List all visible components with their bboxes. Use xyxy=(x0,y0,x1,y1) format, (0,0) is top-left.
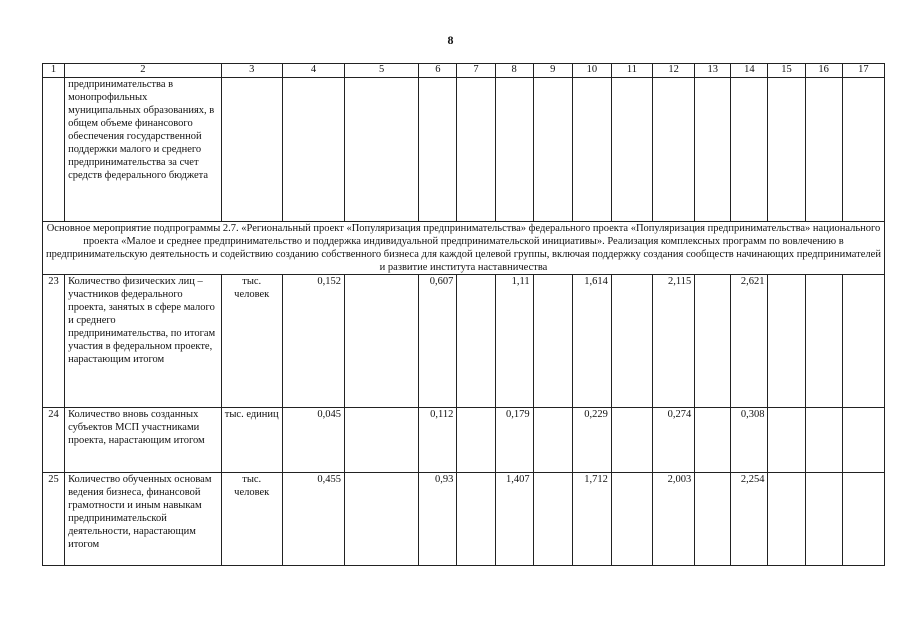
indicator-table xyxy=(42,63,885,566)
empty-cell xyxy=(457,473,495,566)
empty-cell xyxy=(345,78,419,222)
value-cell: 2,003 xyxy=(653,473,695,566)
column-number-cell: 6 xyxy=(419,64,457,78)
empty-cell xyxy=(457,78,495,222)
page-number: 8 xyxy=(447,33,454,47)
empty-cell xyxy=(572,78,611,222)
empty-cell xyxy=(495,78,533,222)
column-number-cell: 9 xyxy=(533,64,572,78)
empty-cell xyxy=(611,78,652,222)
value-cell: 1,712 xyxy=(572,473,611,566)
empty-cell xyxy=(345,473,419,566)
value-cell: 2,254 xyxy=(731,473,768,566)
column-number-cell: 7 xyxy=(457,64,495,78)
empty-cell xyxy=(768,408,805,473)
indicator-name-cell: Количество вновь созданных субъектов МСП участниками проекта, нарастающим итогом xyxy=(65,408,222,473)
column-number-cell: 13 xyxy=(695,64,731,78)
empty-cell xyxy=(611,275,652,408)
indicator-name-cell: Количество обученных основам ведения бизнеса, финансовой грамотности и иным навыкам предпринимательской деятельности, нарастающим итогом xyxy=(65,473,222,566)
column-number-cell: 10 xyxy=(572,64,611,78)
empty-cell xyxy=(345,408,419,473)
value-cell: 0,112 xyxy=(419,408,457,473)
unit-cell: тыс. человек xyxy=(221,473,282,566)
section-title-row xyxy=(43,222,885,275)
value-cell: 1,407 xyxy=(495,473,533,566)
unit-cell: тыс. человек xyxy=(221,275,282,408)
empty-cell xyxy=(805,78,842,222)
value-cell: 1,11 xyxy=(495,275,533,408)
row-number-cell: 23 xyxy=(43,275,65,408)
empty-cell xyxy=(533,473,572,566)
empty-cell xyxy=(282,78,344,222)
column-number-cell: 8 xyxy=(495,64,533,78)
value-cell: 2,115 xyxy=(653,275,695,408)
empty-cell xyxy=(805,473,842,566)
column-number-cell: 3 xyxy=(221,64,282,78)
value-cell: 2,621 xyxy=(731,275,768,408)
empty-cell xyxy=(695,275,731,408)
table-row xyxy=(43,408,885,473)
table-row-continuation xyxy=(43,78,885,222)
empty-cell xyxy=(457,275,495,408)
row-number-cell: 25 xyxy=(43,473,65,566)
column-number-cell: 4 xyxy=(282,64,344,78)
column-number-row xyxy=(43,64,885,78)
empty-cell xyxy=(768,78,805,222)
empty-cell xyxy=(611,473,652,566)
table-row xyxy=(43,275,885,408)
value-cell: 0,455 xyxy=(282,473,344,566)
empty-cell xyxy=(611,408,652,473)
empty-cell xyxy=(695,408,731,473)
indicator-name-cell: предпринимательства в монопрофильных муниципальных образованиях, в общем объеме финансового обеспечения государственной поддержки малого и среднего предпринимательства за счет средств федерального бюджета xyxy=(65,78,222,222)
empty-cell xyxy=(221,78,282,222)
column-number-cell: 15 xyxy=(768,64,805,78)
value-cell: 0,152 xyxy=(282,275,344,408)
unit-cell: тыс. единиц xyxy=(221,408,282,473)
empty-cell xyxy=(533,78,572,222)
column-number-cell: 5 xyxy=(345,64,419,78)
empty-cell xyxy=(533,275,572,408)
row-number-cell: 24 xyxy=(43,408,65,473)
empty-cell xyxy=(805,275,842,408)
empty-cell xyxy=(457,408,495,473)
empty-cell xyxy=(731,78,768,222)
empty-cell xyxy=(805,408,842,473)
value-cell: 0,607 xyxy=(419,275,457,408)
column-number-cell: 17 xyxy=(842,64,884,78)
value-cell: 0,93 xyxy=(419,473,457,566)
column-number-cell: 12 xyxy=(653,64,695,78)
empty-cell xyxy=(533,408,572,473)
empty-cell xyxy=(842,275,884,408)
empty-cell xyxy=(768,473,805,566)
column-number-cell: 11 xyxy=(611,64,652,78)
empty-cell xyxy=(842,408,884,473)
column-number-cell: 2 xyxy=(65,64,222,78)
empty-cell xyxy=(653,78,695,222)
table-row xyxy=(43,473,885,566)
empty-cell xyxy=(695,473,731,566)
empty-cell xyxy=(768,275,805,408)
empty-cell xyxy=(695,78,731,222)
row-number-cell xyxy=(43,78,65,222)
empty-cell xyxy=(419,78,457,222)
empty-cell xyxy=(842,473,884,566)
section-title: Основное мероприятие подпрограммы 2.7. «Региональный проект «Популяризация предпринимательства» федерального проекта «Популяризация предпринимательства» национального проекта «Малое и среднее предпринимательство и поддержка индивидуальной предпринимательской инициативы». Реализация комплексных программ по вовлечению в предпринимательскую деятельность и содействию созданию собственного бизнеса для каждой целевой группы, включая поддержку создания сообществ начинающих предпринимателей и развитие института наставничества xyxy=(43,222,885,275)
value-cell: 0,179 xyxy=(495,408,533,473)
empty-cell xyxy=(345,275,419,408)
column-number-cell: 16 xyxy=(805,64,842,78)
column-number-cell: 14 xyxy=(731,64,768,78)
value-cell: 1,614 xyxy=(572,275,611,408)
empty-cell xyxy=(842,78,884,222)
column-number-cell: 1 xyxy=(43,64,65,78)
value-cell: 0,274 xyxy=(653,408,695,473)
value-cell: 0,229 xyxy=(572,408,611,473)
value-cell: 0,308 xyxy=(731,408,768,473)
value-cell: 0,045 xyxy=(282,408,344,473)
indicator-name-cell: Количество физических лиц – участников федерального проекта, занятых в сфере малого и среднего предпринимательства, по итогам участия в федеральном проекте, нарастающим итогом xyxy=(65,275,222,408)
